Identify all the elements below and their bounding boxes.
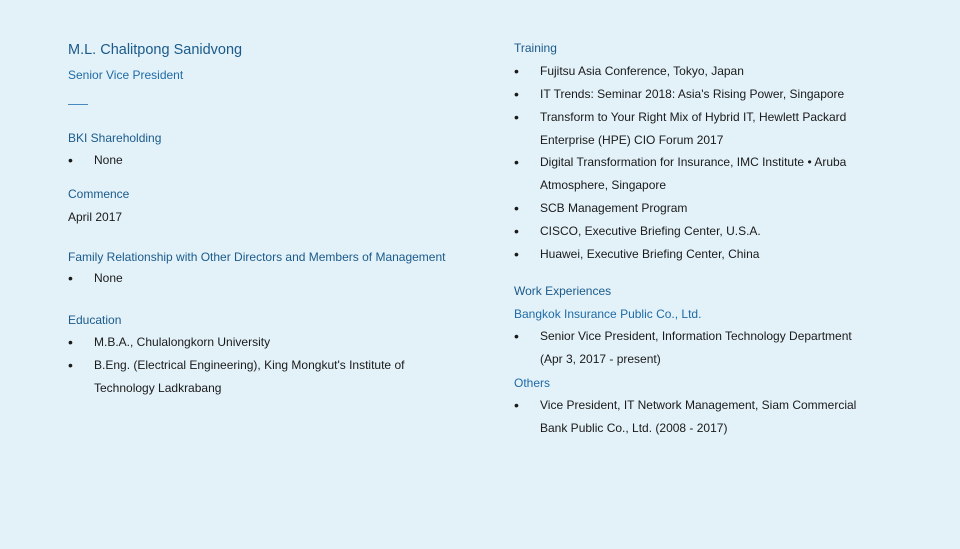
bullet-icon: •	[68, 357, 73, 373]
bullet-icon: •	[514, 109, 519, 125]
bullet-icon: •	[514, 200, 519, 216]
bullet-icon: •	[514, 154, 519, 170]
profile-position: Senior Vice President	[68, 68, 184, 82]
bullet-icon: •	[514, 223, 519, 239]
bullet-icon: •	[514, 86, 519, 102]
work-heading: Work Experiences	[514, 284, 612, 298]
commence-heading: Commence	[68, 187, 130, 201]
bullet-icon: •	[514, 63, 519, 79]
work-others-label: Others	[514, 376, 551, 390]
bullet-icon: •	[68, 270, 73, 286]
training-heading: Training	[514, 41, 557, 55]
divider	[68, 104, 88, 105]
shareholding-heading: BKI Shareholding	[68, 131, 162, 145]
commence-value: April 2017	[68, 210, 123, 224]
bullet-icon: •	[514, 397, 519, 413]
profile-name: M.L. Chalitpong Sanidvong	[68, 42, 243, 58]
bullet-icon: •	[68, 152, 73, 168]
bullet-icon: •	[68, 334, 73, 350]
family-heading: Family Relationship with Other Directors and Members of Management	[68, 250, 446, 264]
bullet-icon: •	[514, 246, 519, 262]
work-company: Bangkok Insurance Public Co., Ltd.	[514, 307, 702, 321]
bullet-icon: •	[514, 328, 519, 344]
education-heading: Education	[68, 313, 122, 327]
